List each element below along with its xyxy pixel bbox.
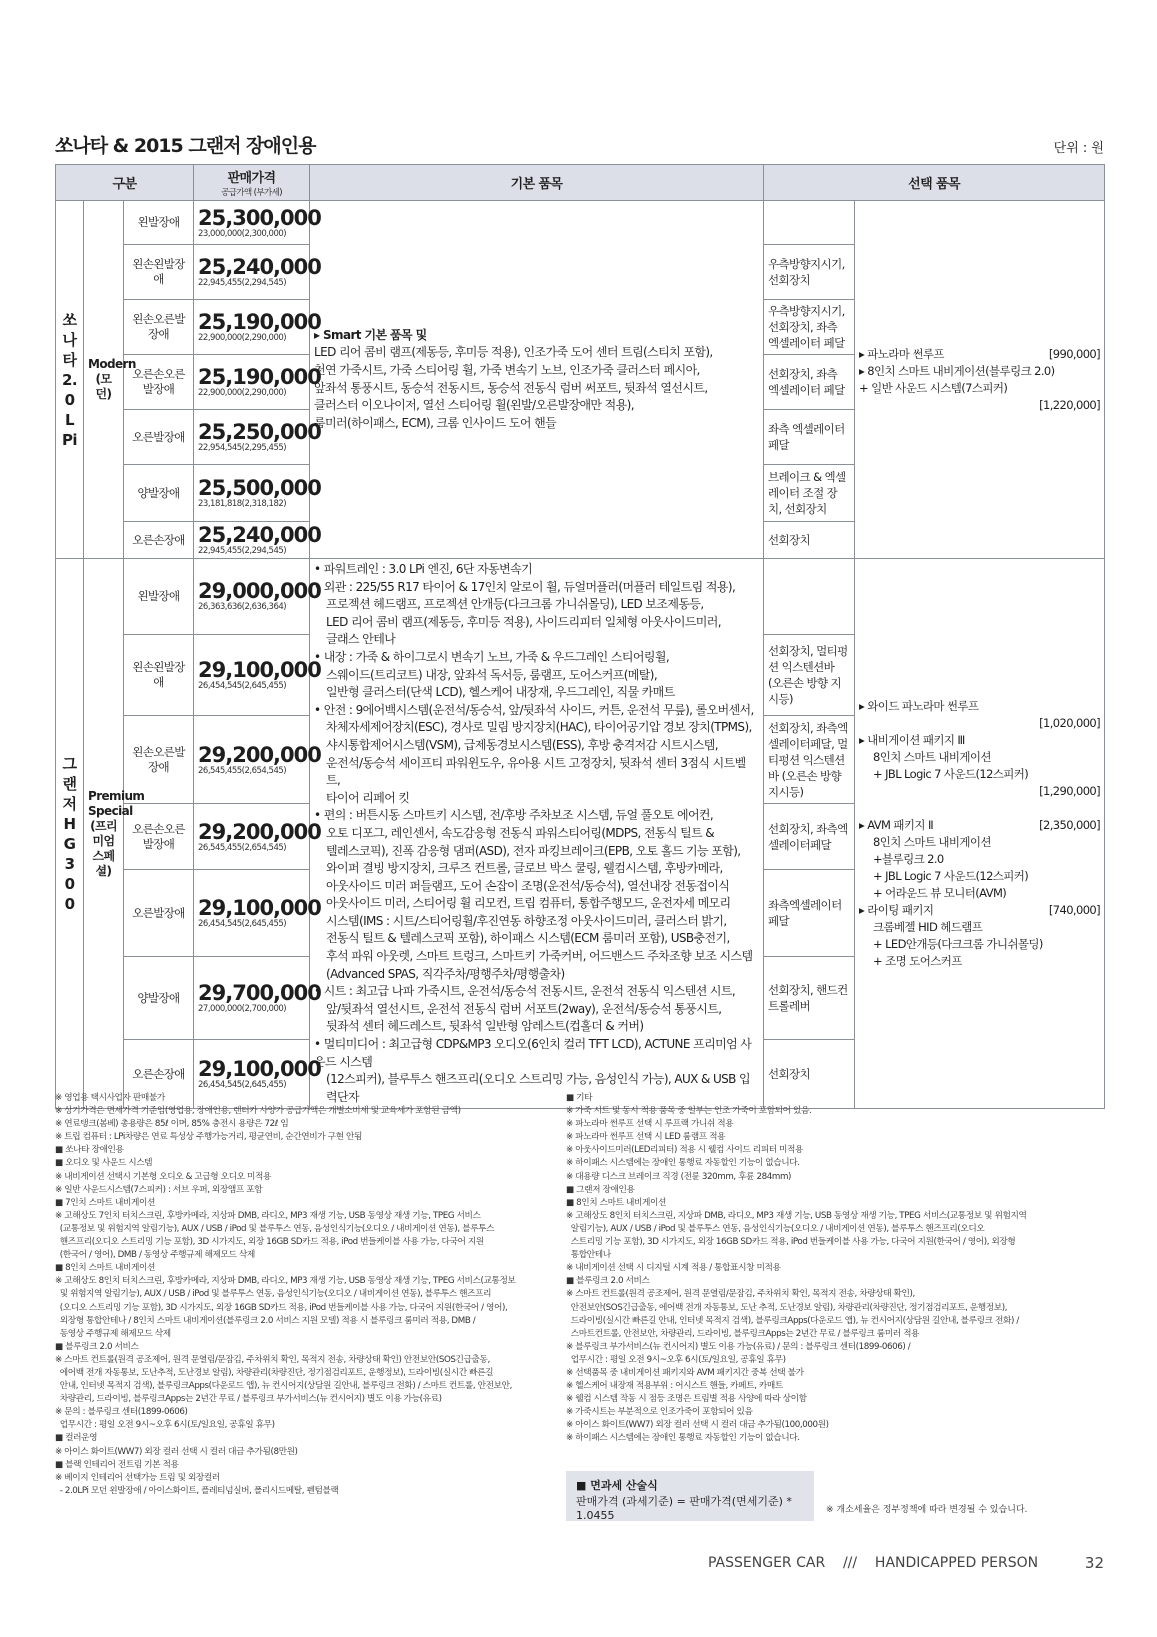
option-line (859, 732, 1100, 749)
price-value: 25,190,000 (198, 310, 321, 334)
option-line (859, 868, 1100, 885)
price-supply: 26,454,545(2,645,455) (198, 680, 287, 691)
option-line (859, 800, 1100, 817)
table-row (56, 559, 1105, 635)
note-line: ※ 파노라마 썬루프 선택 시 루프랙 가니쉬 적용 (566, 1119, 734, 1130)
price-value: 29,100,000 (198, 1057, 321, 1082)
option-name: 크롬베젤 HID 헤드램프 (873, 919, 983, 934)
selected-equipment: 선회장치, 핸드컨트롤레버 (764, 957, 855, 1040)
option-line (859, 698, 1100, 715)
note-line: ※ 고해상도 8인치 터치스크린, 후방카메라, 지상파 DMB, 라디오, MP3 재생 기능, USB 동영상 재생 기능, TPEG 서비스(교통정보 (55, 1276, 516, 1287)
basic-items (310, 559, 764, 1109)
tax-formula-text: 판매가격 (과세기준) = 판매가격(면세기준) * 1.0455 (576, 1495, 792, 1522)
note-line: - 2.0LPi 모던 왼발장애 / 아이스화이트, 플레티넘실버, 폴리시드메탈, 펜텀블랙 (55, 1485, 339, 1496)
note-line: ※ 아이스 화이트(WW7) 외장 컬러 선택 시 컬러 대금 추가됨(100,000원) (566, 1420, 829, 1431)
handicap-type: 왼손왼발장애 (124, 634, 194, 716)
header-price (194, 165, 310, 201)
note-line: 통합안테나 (566, 1250, 611, 1261)
price-supply: 22,900,000(2,290,000) (198, 388, 287, 398)
note-line: ■ 8인치 스마트 내비게이션 (55, 1263, 155, 1274)
basic-item-line: 전동식 틸트 & 텔레스코픽 포함), 하이패스 시스템(ECM 룸미러 포함), USB충전기, (326, 931, 730, 946)
option-items (855, 201, 1105, 559)
note-line: 차량관리, 드라이빙, 블루링크Apps는 2년간 무료 / 블루링크 부가서비스(뉴 컨시어지) 별도 이용 가능(유료) (55, 1394, 442, 1405)
note-line: ※ 고해상도 7인치 터치스크린, 후방카메라, 지상파 DMB, 라디오, MP3 재생 기능, USB 동영상 재생 기능, TPEG 서비스 (55, 1210, 481, 1221)
option-line (859, 817, 1100, 834)
basic-item-line: 앞좌석 통풍시트, 동승석 전동시트, 동승석 전동식 럼버 써포트, 뒷좌석 열선시트, (314, 380, 708, 395)
note-line: ※ 연료탱크(봄베) 총용량은 85ℓ 이며, 85% 충전시 용량은 72ℓ 임 (55, 1119, 289, 1130)
grandeur-section (56, 559, 1105, 1109)
option-line (859, 851, 1100, 868)
note-line: ■ 블루링크 2.0 서비스 (566, 1276, 650, 1287)
price-value: 25,190,000 (198, 365, 321, 389)
note-line: ※ 아이스 화이트(WW7) 외장 컬러 선택 시 컬러 대금 추가됨(8만원) (55, 1446, 298, 1457)
note-line: ※ 일반 사운드시스템(7스피커) : 서브 우퍼, 외장앰프 포함 (55, 1184, 263, 1195)
basic-item-line: • 외관 : 225/55 R17 타이어 & 17인치 알로이 휠, 듀얼머플러(머플러 테일트림 적용), (314, 579, 736, 594)
selected-equipment (764, 201, 855, 245)
price-cell (194, 410, 321, 465)
handicap-type: 오른손오른발장애 (124, 355, 194, 410)
selected-equipment: 선회장치 (764, 522, 855, 559)
table-row (56, 201, 1105, 245)
trim-name: Modern (모던) (84, 201, 124, 559)
basic-item-line: 뒷좌석 센터 헤드레스트, 뒷좌석 일반형 암레스트(컵홀더 & 커버) (326, 1019, 644, 1034)
price-cell (194, 201, 321, 245)
basic-items (310, 201, 764, 559)
basic-item-line: 아웃사이드 미러 퍼들램프, 도어 손잡이 조명(운전석/동승석), 열선내장 전동접이식 (326, 878, 730, 893)
price-supply: 23,181,818(2,318,182) (198, 499, 287, 509)
selected-equipment: 우측방향지시기, 선회장치 (764, 245, 855, 300)
price-supply: 26,454,545(2,645,455) (198, 1080, 287, 1091)
note-line: 에어백 전개 자동통보, 도난추적, 도난경보 알림), 차량관리(차량진단, 정기점검리포트, 운행정보), 드라이빙(실시간 빠른길 (55, 1367, 494, 1378)
note-line: ■ 쏘나타 장애인용 (55, 1145, 124, 1156)
option-price: [740,000] (1048, 902, 1101, 917)
note-line: 및 위험지역 알림기능), AUX / USB / iPod 및 블루투스 연동, 음성인식기능(오디오 / 내비게이션 연동), 블루투스 핸즈프리 (55, 1289, 492, 1300)
selected-equipment: 우측방향지시기, 선회장치, 좌측 엑셀레이터 페달 (764, 300, 855, 355)
basic-item-line: 일반형 클러스터(단색 LCD), 헬스케어 내장재, 우드그레인, 직물 카매트 (326, 685, 675, 700)
basic-item-line: 프로젝션 헤드램프, 프로젝션 안개등(다크크롬 가니쉬몰딩), LED 보조제동등, (326, 597, 704, 612)
note-line: ※ 가죽 시트 및 동시 적용 품목 중 일부는 인조 가죽이 포함되어 있음. (566, 1106, 812, 1117)
basic-item-line: 운전석/동승석 세이프티 파워윈도우, 유아용 시트 고정장치, 뒷좌석 센터 3점식 시트벨트, (326, 755, 746, 788)
tax-formula-box (566, 1471, 814, 1521)
basic-item-line: 스웨이드(트리코트) 내장, 앞좌석 독서등, 룸램프, 도어스커프(메탈), (326, 667, 658, 682)
note-line: (한국어 / 영어), DMB / 동영상 주행규제 해제모드 삭제 (55, 1250, 255, 1261)
trim-name: Premium Special (프리미엄 스페셜) (84, 559, 124, 1109)
option-price: [1,220,000] (1039, 397, 1101, 412)
selected-equipment: 선회장치, 좌측엑셀레이터페달, 멀티펑션 익스텐션바 (오른손 방향 지시등) (764, 716, 855, 804)
option-line (859, 919, 1100, 936)
selected-equipment: 선회장치, 멀티펑션 익스텐션바 (오른손 방향 지시등) (764, 634, 855, 716)
handicap-type: 양발장애 (124, 957, 194, 1040)
note-line: ※ 내비게이션 선택 시 디지털 시계 적용 / 통합표시창 미적용 (566, 1263, 781, 1274)
price-supply: 26,363,636(2,636,364) (198, 602, 287, 613)
note-line: ※ 상기가격은 면세가격 기준임(영업용, 장애인용, 렌터카 사양가 공급가액은 개별소비세 및 교육세가 포함된 금액) (55, 1106, 461, 1117)
option-line (859, 363, 1100, 380)
price-value: 29,100,000 (198, 657, 321, 682)
option-name: ▸ AVM 패키지 Ⅱ (859, 817, 934, 832)
note-line: ※ 고해상도 8인치 터치스크린, 지상파 DMB, 라디오, MP3 재생 기능, USB 동영상 재생 기능, TPEG 서비스(교통정보 및 위험지역 (566, 1210, 1027, 1221)
option-line (859, 936, 1100, 953)
note-line: ※ 스마트 컨트롤(원격 공조제어, 원격 문열림/문잠김, 주차위치 확인, 목적지 전송, 차량상태 확인), (566, 1289, 915, 1300)
note-line: ※ 가죽시트는 부분적으로 인조가죽이 포함되어 있음 (566, 1407, 753, 1418)
selected-equipment: 선회장치, 좌측엑셀레이터페달 (764, 804, 855, 870)
handicap-type: 오른손오른발장애 (124, 804, 194, 870)
basic-item-line: • 편의 : 버튼시동 스마트키 시스템, 전/후방 주차보조 시스템, 듀얼 풀오토 에어컨, (314, 808, 714, 823)
note-line: 알림기능), AUX / USB / iPod 및 블루투스 연동, 음성인식기능(오디오 / 내비게이션 연동), 블루투스 핸즈프리(오디오 (566, 1223, 985, 1234)
handicap-type: 오른발장애 (124, 410, 194, 465)
basic-item-line: 아웃사이드 미러, 스티어링 휠 리모컨, 트립 컴퓨터, 통합주행모드, 운전자세 메모리 (326, 896, 731, 911)
handicap-type: 왼발장애 (124, 201, 194, 245)
note-line: (교통정보 및 위험지역 알림기능), AUX / USB / iPod 및 블루투스 연동, 음성인식기능(오디오 / 내비게이션 연동), 블루투스 (55, 1223, 495, 1234)
option-price: [1,290,000] (1039, 783, 1101, 798)
note-line: ■ 블루링크 2.0 서비스 (55, 1341, 139, 1352)
note-line: ※ 아웃사이드미러(LED리피터) 적용 시 웰컴 사이드 리피터 미적용 (566, 1145, 804, 1156)
basic-item-line: • 내장 : 가죽 & 하이그로시 변속기 노브, 가죽 & 우드그레인 스티어링휠, (314, 649, 670, 664)
price-value: 29,000,000 (198, 579, 321, 604)
option-line (859, 783, 1100, 800)
option-name: ▸ 라이팅 패키지 (859, 902, 934, 917)
price-supply: 22,900,000(2,290,000) (198, 333, 287, 343)
option-name: + 조명 도어스커프 (873, 953, 962, 968)
basic-items-heading: ▸ Smart 기본 품목 및 (314, 327, 427, 342)
note-line: 업무시간 : 평일 오전 9시~오후 6시(토/일요일, 공휴일 휴무) (55, 1420, 275, 1431)
handicap-type: 왼손오른발장애 (124, 300, 194, 355)
basic-item-line: 앞/뒷좌석 열선시트, 운전석 전동식 럼버 서포트(2way), 운전석/동승석 통풍시트, (326, 1001, 722, 1016)
option-name: ▸ 파노라마 썬루프 (859, 346, 944, 361)
option-line (859, 953, 1100, 970)
option-line (859, 715, 1100, 732)
selected-equipment: 선회장치 (764, 1040, 855, 1109)
selected-equipment: 좌측 엑셀레이터 페달 (764, 410, 855, 465)
header-basic: 기본 품목 (310, 165, 764, 201)
basic-item-line: 타이어 리페어 킷 (326, 790, 410, 805)
option-name: ▸ 와이드 파노라마 썬루프 (859, 698, 979, 713)
price-value: 29,200,000 (198, 819, 321, 844)
price-cell (194, 957, 321, 1040)
price-supply: 22,945,455(2,294,545) (198, 278, 287, 288)
note-line: ※ 베이지 인테리어 선택가능 트림 및 외장컬러 (55, 1472, 220, 1483)
note-line: ※ 내비게이션 선택시 기본형 오디오 & 고급형 오디오 미적용 (55, 1171, 271, 1182)
basic-item-line: LED 리어 콤비 램프(제동등, 후미등 적용), 인조가죽 도어 센터 트림(스티치 포함), (314, 345, 713, 360)
selected-equipment: 브레이크 & 엑셀레이터 조절 장치, 선회장치 (764, 465, 855, 522)
option-line (859, 885, 1100, 902)
basic-item-line: 차체자세제어장치(ESC), 경사로 밀림 방지장치(HAC), 타이어공기압 경보 장치(TPMS), (326, 720, 752, 735)
option-name: + 일반 사운드 시스템(7스피커) (859, 380, 1008, 395)
page-title: 쏘나타 & 2015 그랜저 장애인용 (55, 135, 316, 157)
basic-item-line: 텔레스코픽), 진폭 감응형 댐퍼(ASD), 전자 파킹브레이크(EPB, 오토 홀드 기능 포함), (326, 843, 741, 858)
price-cell (194, 716, 321, 804)
option-line (859, 397, 1100, 414)
option-name: + JBL Logic 7 사운드(12스피커) (873, 766, 1029, 781)
note-line: ※ 하이패스 시스템에는 장애인 통행료 자동할인 기능이 없습니다. (566, 1433, 800, 1444)
model-name: 쏘나타 2.0 LPi (56, 201, 84, 559)
note-line: 업무시간 : 평일 오전 9시~오후 6시(토/일요일, 공휴일 휴무) (566, 1354, 786, 1365)
price-supply: 26,545,455(2,654,545) (198, 765, 287, 776)
price-cell (194, 245, 321, 300)
basic-item-line: 룸미러(하이패스, ECM), 크롬 인사이드 도어 핸들 (314, 415, 557, 430)
note-line: 드라이빙(실시간 빠른길 안내, 인터넷 목적지 검색), 블루링크Apps(다운로드 앱), 뉴 컨시어지(상담원 길안내, 블루링크 전화) / (566, 1315, 1019, 1326)
handicap-type: 오른발장애 (124, 870, 194, 957)
notes-left (55, 1092, 555, 1498)
price-supply: 26,454,545(2,645,455) (198, 919, 287, 930)
option-line (859, 346, 1100, 363)
price-table (55, 164, 1105, 1109)
option-name: + LED안개등(다크크롬 가니쉬몰딩) (873, 936, 1043, 951)
option-price: [990,000] (1048, 346, 1101, 361)
basic-item-line: • 안전 : 9에어백시스템(운전석/동승석, 앞/뒷좌석 사이드, 커튼, 운전석 무릎), 롤오버센서, (314, 702, 754, 717)
note-line: ※ 파노라마 썬루프 선택 시 LED 룸램프 적용 (566, 1132, 726, 1143)
basic-item-line: 글래스 안테나 (326, 632, 396, 647)
basic-item-line: LED 리어 콤비 램프(제동등, 후미등 적용), 사이드리피터 일체형 아웃사이드미러, (326, 614, 722, 629)
price-cell (194, 559, 321, 635)
price-value: 25,250,000 (198, 420, 321, 444)
basic-item-line: 천연 가죽시트, 가죽 스티어링 휠, 가죽 변속기 노브, 인조가죽 클러스터 페시아, (314, 362, 700, 377)
model-name: 그랜저 HG300 (56, 559, 84, 1109)
basic-item-line: 오토 디포그, 레인센서, 속도감응형 전동식 파워스티어링(MDPS, 전동식 틸트 & (326, 825, 715, 840)
note-line: ※ 블루링크 부가서비스(뉴 컨시어지) 별도 이용 가능(유료) / 문의 : 블루링크 센터(1899-0606) / (566, 1341, 911, 1352)
option-name: +블루링크 2.0 (873, 851, 944, 866)
note-line: ※ 영업용 택시사업자 판매불가 (55, 1093, 165, 1103)
note-line: ■ 컬러운영 (55, 1433, 98, 1444)
header-price-sub: 공급가액 (부가세) (221, 188, 282, 198)
selected-equipment (764, 559, 855, 635)
price-cell (194, 300, 321, 355)
selected-equipment: 좌측엑셀레이터페달 (764, 870, 855, 957)
price-cell (194, 870, 321, 957)
note-line: ■ 오디오 및 사운드 시스템 (55, 1158, 153, 1169)
note-line: 스마트컨트롤, 안전보안, 차량관리, 드라이빙, 블루링크Apps는 2년간 무료 / 블루링크 룸미러 적용 (566, 1328, 920, 1339)
note-line: 외장형 통합안테나 / 8인치 스마트 내비게이션(블루링크 2.0 서비스 지원 모델) 적용 시 블루링크 룸미러 적용, DMB / (55, 1315, 476, 1326)
option-name: ▸ 내비게이션 패키지 Ⅲ (859, 732, 965, 747)
option-price: [2,350,000] (1039, 817, 1101, 832)
option-line (859, 766, 1100, 783)
tax-formula-note: ※ 개소세율은 정부정책에 따라 변경될 수 있습니다. (826, 1505, 1028, 1515)
price-value: 25,500,000 (198, 476, 321, 500)
note-line: ※ 웰컴 시스템 작동 시 점등 조명은 트림별 적용 사양에 따라 상이함 (566, 1394, 807, 1405)
option-name: 8인치 스마트 내비게이션 (873, 834, 991, 849)
option-name: ▸ 8인치 스마트 내비게이션(블루링크 2.0) (859, 363, 1055, 378)
price-value: 25,240,000 (198, 523, 321, 547)
basic-item-line: 후석 파워 아웃렛, 스마트 트렁크, 스마트키 가죽커버, 어드밴스드 주차조향 보조 시스템 (326, 949, 753, 964)
price-cell (194, 465, 321, 522)
note-line: ※ 선택품목 중 내비게이션 패키지와 AVM 패키지간 중복 선택 불가 (566, 1367, 804, 1378)
price-supply: 27,000,000(2,700,000) (198, 1004, 287, 1015)
notes-right (566, 1092, 1106, 1446)
price-cell (194, 804, 321, 870)
note-line: 안전보안(SOS긴급출동, 에어백 전개 자동통보, 도난 추적, 도난경보 알림), 차량관리(차량진단, 정기점검리포트, 운행정보), (566, 1302, 1008, 1313)
option-name: 8인치 스마트 내비게이션 (873, 749, 991, 764)
handicap-type: 양발장애 (124, 465, 194, 522)
note-line: 동영상 주행규제 해제모드 삭제 (55, 1328, 171, 1339)
note-line: ■ 기타 (566, 1093, 593, 1103)
price-value: 29,100,000 (198, 896, 321, 921)
note-line: ※ 하이패스 시스템에는 장애인 통행료 자동할인 기능이 없습니다. (566, 1158, 800, 1169)
note-line: 안내, 인터넷 목적지 검색), 블루링크Apps(다운로드 앱), 뉴 컨시어지(상담원 길안내, 블루링크 전화) / 스마트 컨트롤, 안전보안, (55, 1381, 512, 1392)
basic-item-line: (12스피커), 블루투스 핸즈프리(오디오 스트리밍 가능, 음성인식 가능), AUX & USB 입력단자 (326, 1072, 750, 1104)
note-line: ■ 7인치 스마트 내비게이션 (55, 1197, 155, 1208)
tax-formula-title: ■ 면과세 산술식 (576, 1479, 658, 1492)
unit-label: 단위 : 원 (1053, 141, 1104, 156)
note-line: ※ 트립 컴퓨터 : LPi차량은 연료 특성상 주행가능거리, 평균연비, 순간연비가 구현 안됨 (55, 1132, 362, 1143)
header-option: 선택 품목 (764, 165, 1105, 201)
price-cell (194, 355, 321, 410)
price-value: 29,200,000 (198, 742, 321, 767)
note-line: ■ 그랜저 장애인용 (566, 1184, 635, 1195)
note-line: ※ 스마트 컨트롤(원격 공조제어, 원격 문열림/문잠김, 주차위치 확인, 목적지 전송, 차량상태 확인) 안전보안(SOS긴급출동, (55, 1354, 490, 1365)
handicap-type: 오른손장애 (124, 522, 194, 559)
header-price-label: 판매가격 (227, 171, 276, 186)
header-category: 구분 (56, 165, 194, 201)
basic-item-line: 시스템(IMS : 시트/스티어링휠/후진연동 하향조정 아웃사이드미러, 클러스터 밝기, (326, 913, 727, 928)
handicap-type: 오른손장애 (124, 1040, 194, 1109)
price-cell (194, 634, 321, 716)
option-line (859, 834, 1100, 851)
option-items (855, 559, 1105, 1109)
note-line: (오디오 스트리밍 기능 포함), 3D 시가지도, 외장 16GB SD카드 적용, iPod 번들케이블 사용 가능, 다국어 지원(한국어 / 영어), (55, 1302, 508, 1313)
price-supply: 23,000,000(2,300,000) (198, 228, 287, 239)
handicap-type: 왼발장애 (124, 559, 194, 635)
handicap-type: 왼손오른발장애 (124, 716, 194, 804)
footer-text: PASSENGER CAR /// HANDICAPPED PERSON (708, 1555, 1039, 1571)
price-supply: 22,954,545(2,295,455) (198, 443, 287, 453)
handicap-type: 왼손왼발장애 (124, 245, 194, 300)
price-value: 25,240,000 (198, 255, 321, 279)
basic-item-line: • 파워트레인 : 3.0 LPi 엔진, 6단 자동변속기 (314, 562, 533, 576)
note-line: 스트리밍 기능 포함), 3D 시가지도, 외장 16GB SD카드 적용, iPod 번들케이블 사용 가능, 다국어 지원(한국어 / 영어), 외장형 (566, 1237, 1016, 1248)
price-cell (194, 522, 321, 559)
note-line: ■ 블랙 인테리어 전트림 기본 적용 (55, 1459, 179, 1470)
option-line (859, 380, 1100, 397)
price-value: 29,700,000 (198, 981, 321, 1006)
note-line: ■ 8인치 스마트 내비게이션 (566, 1197, 666, 1208)
option-price: [1,020,000] (1039, 715, 1101, 730)
note-line: ※ 문의 : 블루링크 센터(1899-0606) (55, 1407, 188, 1418)
price-supply: 26,545,455(2,654,545) (198, 842, 287, 853)
option-name: + JBL Logic 7 사운드(12스피커) (873, 868, 1029, 883)
price-supply: 22,945,455(2,294,545) (198, 546, 287, 556)
basic-item-line: • 시트 : 최고급 나파 가죽시트, 운전석/동승석 전동시트, 운전석 전동식 익스텐션 시트, (314, 984, 736, 999)
basic-item-line: 샤시통합제어시스템(VSM), 급제동경보시스템(ESS), 후방 충격저감 시트시스템, (326, 737, 719, 752)
note-line: 핸즈프리(오디오 스트리밍 기능 포함), 3D 시가지도, 외장 16GB SD카드 적용, iPod 번들케이블 사용 가능, 다국어 지원 (55, 1237, 484, 1248)
option-line (859, 902, 1100, 919)
note-line: ※ 헬스케어 내장재 적용부위 : 어시스트 핸들, 카페트, 카매트 (566, 1381, 783, 1392)
page-number: 32 (1084, 1554, 1104, 1572)
price-value: 25,300,000 (198, 205, 321, 230)
basic-item-line: (Advanced SPAS, 직각주차/평행주차/평행출차) (326, 966, 565, 981)
selected-equipment: 선회장치, 좌측 엑셀레이터 페달 (764, 355, 855, 410)
sonata-section (56, 201, 1105, 559)
option-line (859, 749, 1100, 766)
note-line: ※ 대용량 디스크 브레이크 직경 (전륜 320mm, 후륜 284mm) (566, 1171, 791, 1182)
basic-item-line: 클러스터 이오나이저, 열선 스티어링 휠(왼발/오른발장애만 적용), (314, 398, 634, 413)
option-name: + 어라운드 뷰 모니터(AVM) (873, 885, 1007, 900)
basic-item-line: 와이퍼 결빙 방지장치, 크루즈 컨트롤, 글로브 박스 쿨링, 웰컴시스템, 후방카메라, (326, 861, 723, 876)
basic-item-line: • 멀티미디어 : 최고급형 CDP&MP3 오디오(6인치 컬러 TFT LCD), ACTUNE 프리미엄 사운드 시스템 (314, 1037, 752, 1069)
